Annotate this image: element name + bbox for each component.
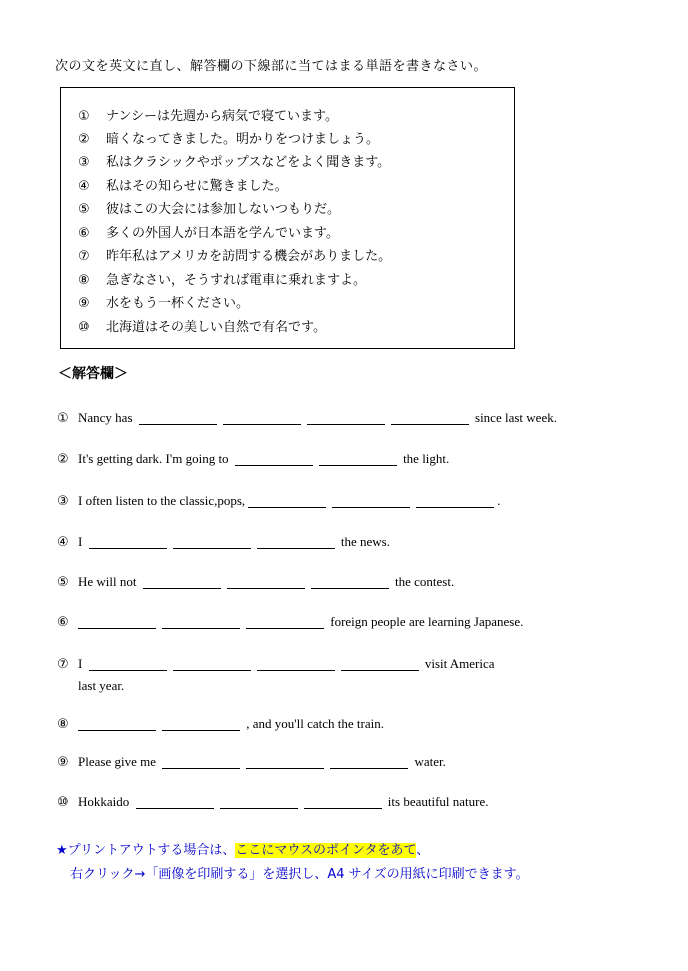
answer-blank[interactable] (89, 656, 167, 671)
answer-row-10 (57, 794, 489, 810)
answer-blank[interactable] (391, 410, 469, 425)
answer-blank[interactable] (139, 410, 217, 425)
instruction-text: 次の文を英文に直し、解答欄の下線部に当てはまる単語を書きなさい。 (55, 59, 488, 74)
problem-text: 水をもう一杯ください。 (106, 296, 250, 311)
answer-number: ② (57, 452, 69, 467)
answer-blank[interactable] (257, 534, 335, 549)
answer-suffix: water. (414, 754, 446, 769)
answer-number: ③ (57, 494, 69, 509)
problem-text: 北海道はその美しい自然で有名です。 (106, 320, 326, 335)
problem-text: 多くの外国人が日本語を学んでいます。 (106, 226, 339, 241)
problem-number: ⑥ (78, 226, 90, 241)
problem-text: 昨年私はアメリカを訪問する機会がありました。 (106, 249, 392, 264)
problem-text: 急ぎなさい，そうすれば電車に乗れますよ。 (106, 273, 367, 288)
answer-blank[interactable] (162, 716, 240, 731)
answer-row-3 (57, 493, 500, 509)
answer-blank[interactable] (220, 794, 298, 809)
answer-number: ⑨ (57, 755, 69, 770)
problem-text: 彼はこの大会には参加しないつもりだ。 (106, 202, 341, 217)
answer-suffix: the light. (403, 451, 450, 466)
answer-number: ⑧ (57, 717, 69, 732)
problem-number: ④ (78, 179, 90, 194)
answer-blank[interactable] (235, 451, 313, 466)
problem-item (78, 222, 339, 241)
problem-number: ① (78, 109, 90, 124)
answer-prefix: I (78, 534, 83, 549)
answer-blank[interactable] (143, 574, 221, 589)
answer-suffix: the news. (340, 534, 390, 549)
answer-blank[interactable] (341, 656, 419, 671)
answer-blank[interactable] (330, 754, 408, 769)
answer-number: ① (57, 411, 69, 426)
problem-item (78, 198, 340, 217)
answer-row-9 (57, 754, 446, 770)
answer-heading: ＜解答欄＞ (58, 366, 128, 382)
answer-suffix: . (497, 493, 501, 508)
answer-blank[interactable] (89, 534, 167, 549)
problem-number: ⑤ (78, 202, 90, 217)
answer-prefix: Nancy has (78, 410, 133, 425)
answer-row-7 (57, 656, 495, 694)
answer-blank[interactable] (162, 614, 240, 629)
problem-number: ⑦ (78, 249, 90, 264)
answer-continuation: last year. (78, 678, 125, 693)
answer-blank[interactable] (307, 410, 385, 425)
problem-number: ② (78, 132, 90, 147)
answer-blank[interactable] (319, 451, 397, 466)
answer-blank[interactable] (136, 794, 214, 809)
print-note-line-2: 右クリック→「画像を印刷する」を選択し、A4 サイズの用紙に印刷できます。 (70, 867, 529, 882)
answer-prefix: Hokkaido (78, 794, 130, 809)
answer-suffix: since last week. (475, 410, 557, 425)
answer-blank[interactable] (223, 410, 301, 425)
problem-item (78, 105, 338, 124)
problem-text: 私はクラシックやポップスなどをよく聞きます。 (106, 155, 391, 170)
answer-blank[interactable] (311, 574, 389, 589)
print-note-text: プリントアウトする場合は、 (67, 843, 236, 858)
answer-row-2 (57, 451, 449, 467)
problem-number: ⑧ (78, 273, 90, 288)
answer-row-4 (57, 534, 390, 550)
print-note-line-1 (56, 839, 429, 858)
problem-number: ⑨ (78, 296, 90, 311)
problem-item (78, 292, 249, 311)
answer-row-5 (57, 574, 454, 590)
answer-blank[interactable] (257, 656, 335, 671)
answer-blank[interactable] (162, 754, 240, 769)
problem-text: ナンシーは先週から病気で寝ています。 (106, 109, 338, 124)
answer-prefix: I often listen to the classic,pops, (78, 493, 246, 508)
answer-blank[interactable] (304, 794, 382, 809)
answer-blank[interactable] (78, 716, 156, 731)
answer-suffix: its beautiful nature. (387, 794, 489, 809)
problem-item (78, 175, 288, 194)
answer-blank[interactable] (332, 493, 410, 508)
answer-prefix: He will not (78, 574, 137, 589)
answer-number: ⑤ (57, 575, 69, 590)
answer-suffix: foreign people are learning Japanese. (330, 614, 524, 629)
problem-number: ③ (78, 155, 90, 170)
answer-number: ⑥ (57, 615, 69, 630)
problem-text: 私はその知らせに驚きました。 (106, 179, 288, 194)
print-note-text: 、 (416, 843, 430, 858)
answer-blank[interactable] (248, 493, 326, 508)
problem-item (78, 151, 390, 170)
star-icon: ★ (56, 843, 68, 858)
problem-item (78, 269, 366, 288)
answer-blank[interactable] (246, 614, 324, 629)
answer-suffix: the contest. (395, 574, 455, 589)
problem-item (78, 316, 326, 335)
answer-prefix: I (78, 656, 83, 671)
print-hotspot-link[interactable]: ここにマウスのポインタをあて (235, 843, 417, 858)
answer-blank[interactable] (173, 656, 251, 671)
answer-prefix: Please give me (78, 754, 156, 769)
answer-blank[interactable] (227, 574, 305, 589)
problem-number: ⑩ (78, 320, 90, 335)
problem-item (78, 128, 379, 147)
problem-box (60, 87, 515, 349)
answer-blank[interactable] (173, 534, 251, 549)
answer-row-6 (57, 614, 523, 630)
problem-text: 暗くなってきました。明かりをつけましょう。 (106, 132, 380, 147)
answer-number: ⑩ (57, 795, 69, 810)
answer-blank[interactable] (416, 493, 494, 508)
answer-blank[interactable] (78, 614, 156, 629)
answer-row-1 (57, 410, 557, 426)
answer-row-8 (57, 716, 384, 732)
answer-blank[interactable] (246, 754, 324, 769)
answer-suffix: visit America (424, 656, 495, 671)
answer-suffix: , and you'll catch the train. (246, 716, 384, 731)
answer-prefix: It's getting dark. I'm going to (78, 451, 229, 466)
answer-number: ④ (57, 535, 69, 550)
problem-item (78, 245, 391, 264)
answer-number: ⑦ (57, 657, 69, 672)
